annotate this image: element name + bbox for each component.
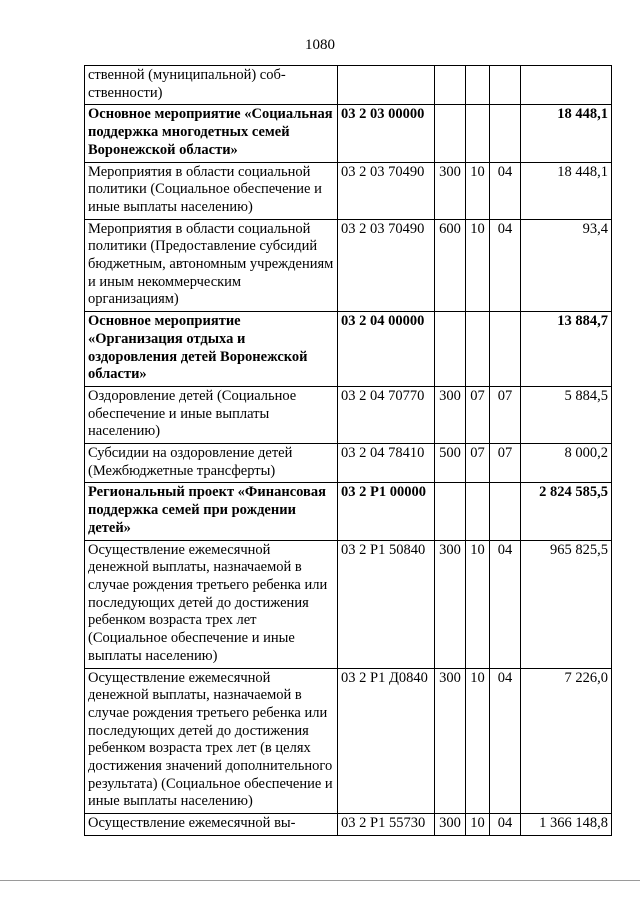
row-subsection-cell: 04 <box>490 668 521 814</box>
row-expense-type-cell <box>435 105 466 162</box>
row-amount-cell: 8 000,2 <box>521 444 612 483</box>
row-code-cell: 03 2 03 70490 <box>338 219 435 312</box>
row-code-cell: 03 2 Р1 55730 <box>338 814 435 836</box>
row-code-cell: 03 2 04 70770 <box>338 386 435 443</box>
row-amount-cell: 13 884,7 <box>521 312 612 387</box>
row-name-cell: ственной (муниципальной) соб-ственности) <box>85 66 338 105</box>
table-row <box>85 162 612 219</box>
row-amount-cell: 93,4 <box>521 219 612 312</box>
row-amount-cell: 2 824 585,5 <box>521 483 612 540</box>
row-expense-type-cell: 600 <box>435 219 466 312</box>
row-code-cell: 03 2 Р1 00000 <box>338 483 435 540</box>
table-row <box>85 668 612 814</box>
row-amount-cell: 18 448,1 <box>521 105 612 162</box>
row-name-cell: Субсидии на оздоровление детей (Межбюджетные трансферты) <box>85 444 338 483</box>
row-subsection-cell: 04 <box>490 540 521 668</box>
row-expense-type-cell <box>435 483 466 540</box>
row-name-cell: Основное мероприятие «Социальная поддержка многодетных семей Воронежской области» <box>85 105 338 162</box>
row-name-cell: Оздоровление детей (Социальное обеспечение и иные выплаты населению) <box>85 386 338 443</box>
row-expense-type-cell: 300 <box>435 386 466 443</box>
row-amount-cell: 7 226,0 <box>521 668 612 814</box>
row-code-cell <box>338 66 435 105</box>
table-row <box>85 312 612 387</box>
row-code-cell: 03 2 04 78410 <box>338 444 435 483</box>
row-section-cell <box>466 483 490 540</box>
row-subsection-cell: 07 <box>490 386 521 443</box>
row-name-cell: Осуществление ежемесячной вы- <box>85 814 338 836</box>
row-expense-type-cell: 300 <box>435 814 466 836</box>
row-section-cell <box>466 312 490 387</box>
row-amount-cell: 1 366 148,8 <box>521 814 612 836</box>
row-expense-type-cell: 300 <box>435 162 466 219</box>
row-section-cell: 10 <box>466 162 490 219</box>
table-row <box>85 444 612 483</box>
row-expense-type-cell <box>435 312 466 387</box>
row-expense-type-cell: 300 <box>435 540 466 668</box>
row-section-cell: 07 <box>466 444 490 483</box>
row-code-cell: 03 2 03 70490 <box>338 162 435 219</box>
row-section-cell <box>466 66 490 105</box>
row-code-cell: 03 2 04 00000 <box>338 312 435 387</box>
row-subsection-cell <box>490 66 521 105</box>
row-expense-type-cell <box>435 66 466 105</box>
table-row <box>85 105 612 162</box>
row-section-cell: 07 <box>466 386 490 443</box>
row-section-cell: 10 <box>466 814 490 836</box>
row-subsection-cell <box>490 105 521 162</box>
row-name-cell: Осуществление ежемесячной денежной выплаты, назначаемой в случае рождения третьего ребенка или последующих детей до достижения ребенком возраста трех лет (Социальное обеспечение и иные выплаты населению) <box>85 540 338 668</box>
row-expense-type-cell: 500 <box>435 444 466 483</box>
row-code-cell: 03 2 Р1 Д0840 <box>338 668 435 814</box>
row-name-cell: Осуществление ежемесячной денежной выплаты, назначаемой в случае рождения третьего ребенка или последующих детей до достижения ребенком возраста трех лет (в целях достижения значений дополнительного результата) (Социальное обеспечение и иные выплаты населению) <box>85 668 338 814</box>
footer-divider <box>0 880 640 881</box>
table-row <box>85 814 612 836</box>
table-row <box>85 540 612 668</box>
row-expense-type-cell: 300 <box>435 668 466 814</box>
row-section-cell <box>466 105 490 162</box>
row-subsection-cell: 04 <box>490 814 521 836</box>
row-amount-cell: 5 884,5 <box>521 386 612 443</box>
row-amount-cell <box>521 66 612 105</box>
row-section-cell: 10 <box>466 668 490 814</box>
row-section-cell: 10 <box>466 540 490 668</box>
table-row <box>85 483 612 540</box>
table-row <box>85 219 612 312</box>
row-subsection-cell <box>490 483 521 540</box>
budget-table <box>84 65 612 836</box>
row-name-cell: Основное мероприятие «Организация отдыха и оздоровления детей Воронежской области» <box>85 312 338 387</box>
row-subsection-cell: 04 <box>490 219 521 312</box>
row-name-cell: Мероприятия в области социальной политики (Социальное обеспечение и иные выплаты населению) <box>85 162 338 219</box>
row-name-cell: Мероприятия в области социальной политики (Предоставление субсидий бюджетным, автономным учреждениям и иным некоммерческим организациям) <box>85 219 338 312</box>
row-subsection-cell: 07 <box>490 444 521 483</box>
table-row <box>85 386 612 443</box>
row-name-cell: Региональный проект «Финансовая поддержка семей при рождении детей» <box>85 483 338 540</box>
row-code-cell: 03 2 Р1 50840 <box>338 540 435 668</box>
row-amount-cell: 965 825,5 <box>521 540 612 668</box>
table-row <box>85 66 612 105</box>
row-amount-cell: 18 448,1 <box>521 162 612 219</box>
row-subsection-cell: 04 <box>490 162 521 219</box>
row-section-cell: 10 <box>466 219 490 312</box>
row-code-cell: 03 2 03 00000 <box>338 105 435 162</box>
budget-table-body <box>85 66 612 836</box>
page-number: 1080 <box>305 37 335 53</box>
row-subsection-cell <box>490 312 521 387</box>
